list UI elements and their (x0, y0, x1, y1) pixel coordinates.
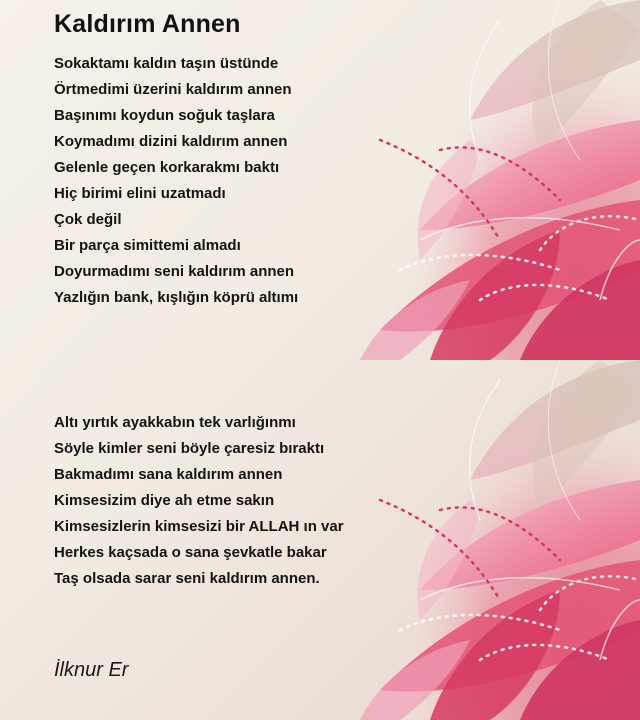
poem-line: Sokaktamı kaldın taşın üstünde (54, 55, 279, 72)
poem-title: Kaldırım Annen (54, 10, 241, 38)
poem-line: Çok değil (54, 211, 122, 228)
poem-line: Kimsesizim diye ah etme sakın (54, 492, 275, 509)
poem-line: Altı yırtık ayakkabın tek varlığınmı (54, 414, 296, 431)
poem-line: Koymadımı dizini kaldırım annen (54, 133, 288, 150)
poem-line: Söyle kimler seni böyle çaresiz bıraktı (54, 440, 325, 457)
poem-line: Kimsesizlerin kimsesizi bir ALLAH ın var (54, 518, 344, 535)
poem-line: Örtmedimi üzerini kaldırım annen (54, 81, 292, 98)
poem-line: Doyurmadımı seni kaldırım annen (54, 263, 295, 280)
poem-line: Bir parça simittemi almadı (54, 237, 241, 254)
poem-line: Hiç birimi elini uzatmadı (54, 185, 226, 202)
poem-line: Yazlığın bank, kışlığın köprü altımı (54, 289, 299, 306)
poem-line: Bakmadımı sana kaldırım annen (54, 466, 283, 483)
poem-line: Gelenle geçen korkarakmı baktı (54, 159, 280, 176)
poem-author: İlknur Er (54, 659, 129, 681)
poem-stanza-1 (54, 51, 298, 311)
poem-line: Başınımı koydun soğuk taşlara (54, 107, 275, 124)
poem-line: Taş olsada sarar seni kaldırım annen. (54, 570, 320, 587)
poem-line: Herkes kaçsada o sana şevkatle bakar (54, 544, 327, 561)
poem-stanza-2 (54, 410, 344, 592)
